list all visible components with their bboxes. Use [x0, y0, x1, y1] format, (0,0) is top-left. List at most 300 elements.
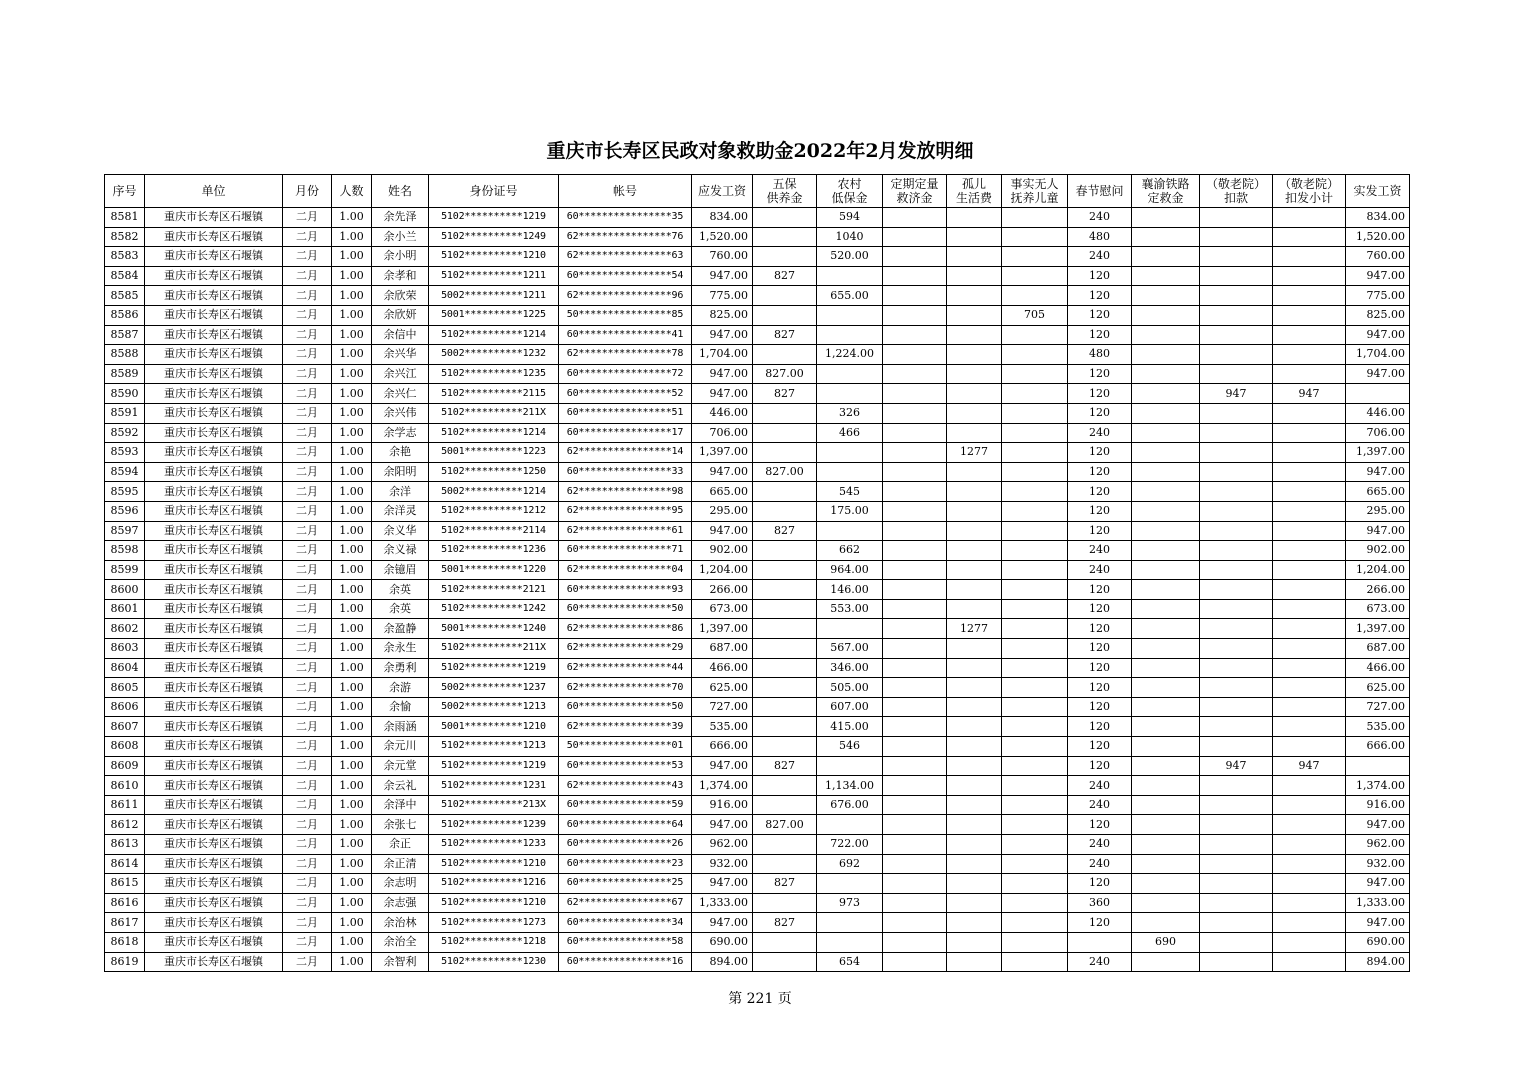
cell-month: 二月: [283, 580, 332, 600]
table-row: [105, 541, 1410, 561]
cell-id-number: 5002**********1237: [429, 678, 559, 698]
cell-unsupported-children: [1002, 913, 1068, 933]
cell-month: 二月: [283, 364, 332, 384]
cell-nursing-deduction: [1200, 952, 1273, 972]
cell-fixed-relief: [883, 443, 947, 463]
column-header-unsupported-children: [1002, 175, 1068, 208]
cell-id-number: 5102**********213X: [429, 795, 559, 815]
cell-seq: 8615: [105, 874, 145, 894]
cell-month: 二月: [283, 541, 332, 561]
cell-name: 余义华: [372, 521, 429, 541]
cell-railway-relief: [1132, 462, 1200, 482]
cell-five-guarantee: [753, 795, 817, 815]
cell-nursing-deduction-subtotal: [1273, 443, 1346, 463]
cell-spring-festival: 120: [1068, 697, 1132, 717]
cell-nursing-deduction: [1200, 854, 1273, 874]
cell-name: 余游: [372, 678, 429, 698]
cell-unsupported-children: [1002, 658, 1068, 678]
cell-account: 60****************54: [559, 266, 692, 286]
cell-unsupported-children: [1002, 247, 1068, 267]
cell-count: 1.00: [332, 599, 372, 619]
cell-month: 二月: [283, 599, 332, 619]
cell-account: 60****************23: [559, 854, 692, 874]
table-row: [105, 835, 1410, 855]
cell-month: 二月: [283, 639, 332, 659]
cell-month: 二月: [283, 815, 332, 835]
cell-orphan-allowance: [947, 305, 1002, 325]
cell-gross-pay: 295.00: [692, 501, 753, 521]
cell-count: 1.00: [332, 776, 372, 796]
cell-name: 余永生: [372, 639, 429, 659]
cell-month: 二月: [283, 854, 332, 874]
cell-net-pay: 1,397.00: [1346, 619, 1410, 639]
cell-five-guarantee: [753, 658, 817, 678]
cell-count: 1.00: [332, 325, 372, 345]
table-row: [105, 913, 1410, 933]
cell-orphan-allowance: [947, 501, 1002, 521]
column-header-line: 农村: [837, 177, 862, 191]
cell-railway-relief: [1132, 305, 1200, 325]
column-header-five-guarantee: [753, 175, 817, 208]
cell-name: 余兴仁: [372, 384, 429, 404]
cell-seq: 8606: [105, 697, 145, 717]
cell-account: 60****************26: [559, 835, 692, 855]
cell-five-guarantee: [753, 247, 817, 267]
cell-seq: 8616: [105, 893, 145, 913]
cell-unit: 重庆市长寿区石堰镇: [145, 580, 283, 600]
cell-nursing-deduction-subtotal: [1273, 560, 1346, 580]
cell-name: 余洋: [372, 482, 429, 502]
cell-nursing-deduction: [1200, 639, 1273, 659]
cell-unsupported-children: [1002, 599, 1068, 619]
cell-month: 二月: [283, 893, 332, 913]
cell-five-guarantee: 827: [753, 266, 817, 286]
cell-fixed-relief: [883, 619, 947, 639]
cell-id-number: 5102**********1273: [429, 913, 559, 933]
cell-spring-festival: 120: [1068, 462, 1132, 482]
cell-railway-relief: [1132, 952, 1200, 972]
cell-id-number: 5102**********1239: [429, 815, 559, 835]
cell-rural-subsistence: [817, 521, 883, 541]
cell-net-pay: 1,520.00: [1346, 227, 1410, 247]
column-header-line: 月份: [294, 184, 319, 198]
table-row: [105, 325, 1410, 345]
cell-nursing-deduction-subtotal: [1273, 932, 1346, 952]
column-header-nursing-deduction: [1200, 175, 1273, 208]
cell-gross-pay: 1,704.00: [692, 345, 753, 365]
cell-fixed-relief: [883, 208, 947, 228]
column-header-rural-subsistence: [817, 175, 883, 208]
cell-rural-subsistence: [817, 815, 883, 835]
cell-net-pay: 902.00: [1346, 541, 1410, 561]
cell-seq: 8582: [105, 227, 145, 247]
cell-name: 余洋灵: [372, 501, 429, 521]
column-header-line: 供养金: [766, 191, 803, 205]
cell-fixed-relief: [883, 403, 947, 423]
cell-nursing-deduction: [1200, 325, 1273, 345]
cell-unit: 重庆市长寿区石堰镇: [145, 697, 283, 717]
cell-account: 62****************98: [559, 482, 692, 502]
column-header-gross-pay: [692, 175, 753, 208]
cell-unsupported-children: [1002, 756, 1068, 776]
cell-unit: 重庆市长寿区石堰镇: [145, 423, 283, 443]
cell-railway-relief: 690: [1132, 932, 1200, 952]
cell-name: 余盈静: [372, 619, 429, 639]
cell-unsupported-children: [1002, 208, 1068, 228]
cell-name: 余兴伟: [372, 403, 429, 423]
cell-nursing-deduction: [1200, 345, 1273, 365]
cell-spring-festival: 120: [1068, 639, 1132, 659]
cell-unsupported-children: [1002, 952, 1068, 972]
cell-count: 1.00: [332, 815, 372, 835]
cell-railway-relief: [1132, 737, 1200, 757]
cell-unsupported-children: [1002, 501, 1068, 521]
cell-unsupported-children: [1002, 815, 1068, 835]
cell-unsupported-children: [1002, 462, 1068, 482]
cell-id-number: 5102**********1214: [429, 325, 559, 345]
cell-count: 1.00: [332, 541, 372, 561]
table-row: [105, 501, 1410, 521]
cell-spring-festival: 240: [1068, 560, 1132, 580]
cell-rural-subsistence: 676.00: [817, 795, 883, 815]
cell-unit: 重庆市长寿区石堰镇: [145, 266, 283, 286]
cell-spring-festival: 120: [1068, 384, 1132, 404]
cell-spring-festival: 120: [1068, 913, 1132, 933]
cell-count: 1.00: [332, 443, 372, 463]
cell-seq: 8607: [105, 717, 145, 737]
cell-spring-festival: 120: [1068, 364, 1132, 384]
cell-unit: 重庆市长寿区石堰镇: [145, 305, 283, 325]
cell-month: 二月: [283, 658, 332, 678]
cell-gross-pay: 727.00: [692, 697, 753, 717]
cell-account: 62****************86: [559, 619, 692, 639]
cell-count: 1.00: [332, 619, 372, 639]
cell-rural-subsistence: 722.00: [817, 835, 883, 855]
cell-month: 二月: [283, 874, 332, 894]
cell-unsupported-children: [1002, 364, 1068, 384]
cell-name: 余学志: [372, 423, 429, 443]
cell-orphan-allowance: 1277: [947, 443, 1002, 463]
cell-seq: 8618: [105, 932, 145, 952]
cell-count: 1.00: [332, 658, 372, 678]
cell-count: 1.00: [332, 952, 372, 972]
cell-seq: 8608: [105, 737, 145, 757]
cell-seq: 8610: [105, 776, 145, 796]
cell-account: 50****************01: [559, 737, 692, 757]
cell-spring-festival: 240: [1068, 776, 1132, 796]
cell-orphan-allowance: [947, 717, 1002, 737]
cell-nursing-deduction: [1200, 737, 1273, 757]
cell-name: 余英: [372, 580, 429, 600]
cell-unit: 重庆市长寿区石堰镇: [145, 776, 283, 796]
cell-five-guarantee: [753, 403, 817, 423]
cell-nursing-deduction: [1200, 208, 1273, 228]
cell-fixed-relief: [883, 599, 947, 619]
cell-fixed-relief: [883, 266, 947, 286]
cell-nursing-deduction-subtotal: [1273, 247, 1346, 267]
cell-unit: 重庆市长寿区石堰镇: [145, 403, 283, 423]
cell-id-number: 5002**********1232: [429, 345, 559, 365]
column-header-line: 抚养儿童: [1010, 191, 1059, 205]
cell-spring-festival: 120: [1068, 403, 1132, 423]
table-row: [105, 619, 1410, 639]
cell-seq: 8591: [105, 403, 145, 423]
table-row: [105, 854, 1410, 874]
cell-account: 60****************58: [559, 932, 692, 952]
cell-railway-relief: [1132, 913, 1200, 933]
cell-id-number: 5001**********1220: [429, 560, 559, 580]
cell-net-pay: 947.00: [1346, 521, 1410, 541]
column-header-line: 单位: [201, 184, 226, 198]
cell-id-number: 5001**********1223: [429, 443, 559, 463]
cell-unsupported-children: [1002, 795, 1068, 815]
cell-count: 1.00: [332, 795, 372, 815]
cell-gross-pay: 947.00: [692, 384, 753, 404]
cell-gross-pay: 947.00: [692, 266, 753, 286]
cell-rural-subsistence: [817, 443, 883, 463]
cell-month: 二月: [283, 776, 332, 796]
cell-month: 二月: [283, 619, 332, 639]
cell-fixed-relief: [883, 854, 947, 874]
cell-fixed-relief: [883, 795, 947, 815]
cell-net-pay: 1,333.00: [1346, 893, 1410, 913]
cell-five-guarantee: 827: [753, 325, 817, 345]
cell-fixed-relief: [883, 932, 947, 952]
cell-count: 1.00: [332, 364, 372, 384]
cell-orphan-allowance: [947, 697, 1002, 717]
cell-unit: 重庆市长寿区石堰镇: [145, 952, 283, 972]
cell-gross-pay: 535.00: [692, 717, 753, 737]
cell-gross-pay: 687.00: [692, 639, 753, 659]
cell-net-pay: 947.00: [1346, 462, 1410, 482]
cell-nursing-deduction: [1200, 521, 1273, 541]
cell-railway-relief: [1132, 345, 1200, 365]
cell-id-number: 5102**********2121: [429, 580, 559, 600]
cell-name: 余元川: [372, 737, 429, 757]
cell-nursing-deduction: [1200, 364, 1273, 384]
cell-count: 1.00: [332, 639, 372, 659]
table-row: [105, 639, 1410, 659]
cell-id-number: 5002**********1213: [429, 697, 559, 717]
cell-unit: 重庆市长寿区石堰镇: [145, 364, 283, 384]
cell-net-pay: 687.00: [1346, 639, 1410, 659]
cell-id-number: 5102**********211X: [429, 639, 559, 659]
cell-gross-pay: 1,397.00: [692, 443, 753, 463]
cell-seq: 8614: [105, 854, 145, 874]
cell-account: 62****************95: [559, 501, 692, 521]
table-row: [105, 384, 1410, 404]
table-row: [105, 364, 1410, 384]
cell-five-guarantee: [753, 580, 817, 600]
cell-spring-festival: 120: [1068, 678, 1132, 698]
cell-spring-festival: 120: [1068, 756, 1132, 776]
cell-unit: 重庆市长寿区石堰镇: [145, 345, 283, 365]
cell-account: 62****************63: [559, 247, 692, 267]
relief-payment-table: [104, 174, 1410, 972]
column-header-line: 生活费: [955, 191, 992, 205]
cell-id-number: 5102**********1235: [429, 364, 559, 384]
cell-nursing-deduction: 947: [1200, 384, 1273, 404]
cell-five-guarantee: [753, 208, 817, 228]
cell-seq: 8581: [105, 208, 145, 228]
cell-seq: 8604: [105, 658, 145, 678]
cell-unsupported-children: [1002, 835, 1068, 855]
cell-orphan-allowance: [947, 795, 1002, 815]
cell-id-number: 5102**********1218: [429, 932, 559, 952]
cell-id-number: 5001**********1225: [429, 305, 559, 325]
cell-month: 二月: [283, 501, 332, 521]
cell-gross-pay: 1,204.00: [692, 560, 753, 580]
cell-account: 60****************34: [559, 913, 692, 933]
cell-name: 余阳明: [372, 462, 429, 482]
cell-railway-relief: [1132, 541, 1200, 561]
cell-railway-relief: [1132, 717, 1200, 737]
cell-nursing-deduction-subtotal: [1273, 423, 1346, 443]
cell-account: 60****************50: [559, 697, 692, 717]
cell-name: 余小兰: [372, 227, 429, 247]
cell-rural-subsistence: 175.00: [817, 501, 883, 521]
cell-orphan-allowance: [947, 482, 1002, 502]
cell-unit: 重庆市长寿区石堰镇: [145, 599, 283, 619]
cell-nursing-deduction-subtotal: [1273, 462, 1346, 482]
cell-count: 1.00: [332, 423, 372, 443]
cell-nursing-deduction-subtotal: [1273, 541, 1346, 561]
cell-nursing-deduction-subtotal: [1273, 266, 1346, 286]
cell-count: 1.00: [332, 737, 372, 757]
cell-orphan-allowance: [947, 835, 1002, 855]
table-row: [105, 893, 1410, 913]
cell-unit: 重庆市长寿区石堰镇: [145, 462, 283, 482]
cell-fixed-relief: [883, 893, 947, 913]
cell-nursing-deduction-subtotal: 947: [1273, 756, 1346, 776]
cell-rural-subsistence: [817, 384, 883, 404]
cell-nursing-deduction: [1200, 874, 1273, 894]
cell-gross-pay: 666.00: [692, 737, 753, 757]
cell-count: 1.00: [332, 560, 372, 580]
cell-account: 60****************33: [559, 462, 692, 482]
cell-railway-relief: [1132, 874, 1200, 894]
cell-nursing-deduction: [1200, 697, 1273, 717]
cell-month: 二月: [283, 462, 332, 482]
cell-unsupported-children: [1002, 678, 1068, 698]
cell-nursing-deduction: [1200, 541, 1273, 561]
cell-fixed-relief: [883, 325, 947, 345]
table-row: [105, 227, 1410, 247]
cell-net-pay: 1,204.00: [1346, 560, 1410, 580]
cell-five-guarantee: 827: [753, 521, 817, 541]
cell-nursing-deduction: [1200, 658, 1273, 678]
cell-name: 余泽中: [372, 795, 429, 815]
column-header-nursing-deduction-subtotal: [1273, 175, 1346, 208]
cell-month: 二月: [283, 227, 332, 247]
cell-net-pay: 947.00: [1346, 266, 1410, 286]
cell-unsupported-children: [1002, 521, 1068, 541]
cell-fixed-relief: [883, 776, 947, 796]
cell-month: 二月: [283, 678, 332, 698]
cell-orphan-allowance: [947, 874, 1002, 894]
cell-five-guarantee: 827: [753, 874, 817, 894]
cell-id-number: 5102**********1242: [429, 599, 559, 619]
cell-unit: 重庆市长寿区石堰镇: [145, 658, 283, 678]
cell-nursing-deduction: [1200, 227, 1273, 247]
cell-nursing-deduction-subtotal: [1273, 325, 1346, 345]
cell-count: 1.00: [332, 208, 372, 228]
cell-fixed-relief: [883, 247, 947, 267]
page-number: 第 221 页: [728, 991, 792, 1007]
table-row: [105, 756, 1410, 776]
cell-id-number: 5102**********1216: [429, 874, 559, 894]
table-row: [105, 599, 1410, 619]
cell-nursing-deduction-subtotal: [1273, 286, 1346, 306]
cell-unsupported-children: [1002, 384, 1068, 404]
cell-name: 余先泽: [372, 208, 429, 228]
cell-fixed-relief: [883, 913, 947, 933]
cell-count: 1.00: [332, 697, 372, 717]
cell-unit: 重庆市长寿区石堰镇: [145, 874, 283, 894]
cell-name: 余欣荣: [372, 286, 429, 306]
cell-seq: 8585: [105, 286, 145, 306]
cell-five-guarantee: [753, 560, 817, 580]
cell-gross-pay: 947.00: [692, 874, 753, 894]
cell-nursing-deduction: [1200, 560, 1273, 580]
cell-seq: 8601: [105, 599, 145, 619]
cell-unit: 重庆市长寿区石堰镇: [145, 443, 283, 463]
cell-rural-subsistence: 594: [817, 208, 883, 228]
cell-id-number: 5102**********1250: [429, 462, 559, 482]
cell-rural-subsistence: [817, 364, 883, 384]
cell-spring-festival: 240: [1068, 952, 1132, 972]
cell-nursing-deduction-subtotal: [1273, 521, 1346, 541]
cell-orphan-allowance: [947, 932, 1002, 952]
cell-gross-pay: 902.00: [692, 541, 753, 561]
cell-railway-relief: [1132, 501, 1200, 521]
cell-seq: 8617: [105, 913, 145, 933]
cell-railway-relief: [1132, 560, 1200, 580]
cell-net-pay: 1,397.00: [1346, 443, 1410, 463]
cell-spring-festival: 240: [1068, 854, 1132, 874]
cell-spring-festival: 120: [1068, 325, 1132, 345]
cell-nursing-deduction-subtotal: [1273, 815, 1346, 835]
cell-nursing-deduction-subtotal: [1273, 639, 1346, 659]
cell-name: 余志强: [372, 893, 429, 913]
cell-net-pay: 535.00: [1346, 717, 1410, 737]
cell-account: 60****************25: [559, 874, 692, 894]
cell-railway-relief: [1132, 403, 1200, 423]
cell-railway-relief: [1132, 423, 1200, 443]
column-header-line: 序号: [112, 184, 137, 198]
table-row: [105, 932, 1410, 952]
cell-five-guarantee: [753, 697, 817, 717]
cell-unsupported-children: [1002, 423, 1068, 443]
cell-month: 二月: [283, 482, 332, 502]
cell-rural-subsistence: 607.00: [817, 697, 883, 717]
cell-net-pay: 466.00: [1346, 658, 1410, 678]
cell-count: 1.00: [332, 501, 372, 521]
cell-net-pay: 962.00: [1346, 835, 1410, 855]
column-header-line: 实发工资: [1353, 184, 1402, 198]
cell-spring-festival: 240: [1068, 835, 1132, 855]
cell-seq: 8611: [105, 795, 145, 815]
cell-id-number: 5102**********1211: [429, 266, 559, 286]
cell-month: 二月: [283, 325, 332, 345]
table-row: [105, 305, 1410, 325]
cell-rural-subsistence: 553.00: [817, 599, 883, 619]
cell-net-pay: 894.00: [1346, 952, 1410, 972]
column-header-railway-relief: [1132, 175, 1200, 208]
cell-nursing-deduction: [1200, 717, 1273, 737]
cell-unit: 重庆市长寿区石堰镇: [145, 560, 283, 580]
cell-orphan-allowance: [947, 893, 1002, 913]
